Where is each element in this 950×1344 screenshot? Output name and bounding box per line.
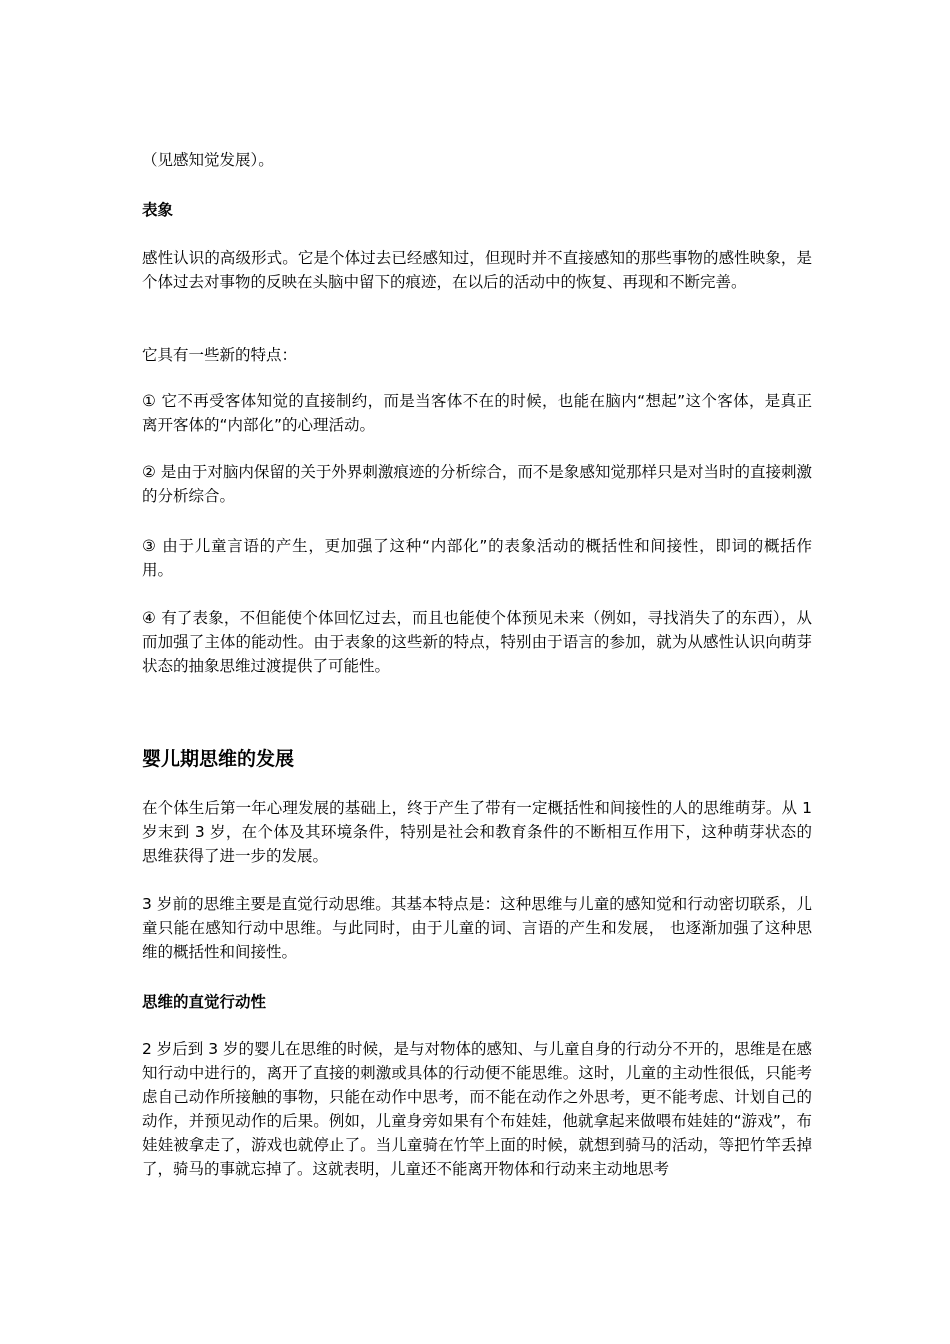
paragraph-definition: 感性认识的高级形式。它是个体过去已经感知过，但现时并不直接感知的那些事物的感性映象，是个体过去对事物的反映在头脑中留下的痕迹，在以后的活动中的恢复、再现和不断完善。 bbox=[142, 249, 812, 291]
intro-line: （见感知觉发展）。 bbox=[142, 151, 274, 169]
paragraph-intuitive-action: 2 岁后到 3 岁的婴儿在思维的时候，是与对物体的感知、与儿童自身的行动分不开的，思维是在感知行动中进行的，离开了直接的刺激或具体的行动便不能思维。这时，儿童的主动性很低，只能考虑自己动作所接触的事物，只能在动作中思考，而不能在动作之外思考，更不能考虑、计划自己的动作，并预见动作的后果。例如，儿童身旁如果有个布娃娃，他就拿起来做喂布娃娃的“游戏”，布娃娃被拿走了，游戏也就停止了。当儿童骑在竹竿上面的时候，就想到骑马的活动，等把竹竿丢掉了，骑马的事就忘掉了。这就表明，儿童还不能离开物体和行动来主动地思考 bbox=[142, 1040, 813, 1178]
paragraph-features-intro: 它具有一些新的特点： bbox=[142, 346, 298, 364]
section-title-biaoxiang: 表象 bbox=[142, 201, 174, 219]
section-title-infant-thinking: 婴儿期思维的发展 bbox=[142, 748, 295, 770]
paragraph-infant-thinking-1: 在个体生后第一年心理发展的基础上，终于产生了带有一定概括性和间接性的人的思维萌芽。从 1 岁末到 3 岁，在个体及其环境条件，特别是社会和教育条件的不断相互作用下，这种萌芽状态的思维获得了进一步的发展。 bbox=[142, 799, 812, 865]
feature-point-4: ④ 有了表象，不但能使个体回忆过去，而且也能使个体预见未来（例如，寻找消失了的东西），从而加强了主体的能动性。由于表象的这些新的特点，特别由于语言的参加，就为从感性认识向萌芽状态的抽象思维过渡提供了可能性。 bbox=[142, 609, 812, 675]
feature-point-3: ③ 由于儿童言语的产生，更加强了这种“内部化”的表象活动的概括性和间接性，即词的概括作用。 bbox=[142, 537, 812, 579]
feature-point-1: ① 它不再受客体知觉的直接制约，而是当客体不在的时候，也能在脑内“想起”这个客体，是真正离开客体的“内部化”的心理活动。 bbox=[142, 392, 812, 434]
feature-point-2: ② 是由于对脑内保留的关于外界刺激痕迹的分析综合，而不是象感知觉那样只是对当时的直接刺激的分析综合。 bbox=[142, 463, 812, 505]
paragraph-infant-thinking-2: 3 岁前的思维主要是直觉行动思维。其基本特点是：这种思维与儿童的感知觉和行动密切联系，儿童只能在感知行动中思维。与此同时，由于儿童的词、言语的产生和发展， 也逐渐加强了这种思维的概括性和间接性。 bbox=[142, 895, 812, 961]
section-title-intuitive-action: 思维的直觉行动性 bbox=[142, 993, 267, 1011]
